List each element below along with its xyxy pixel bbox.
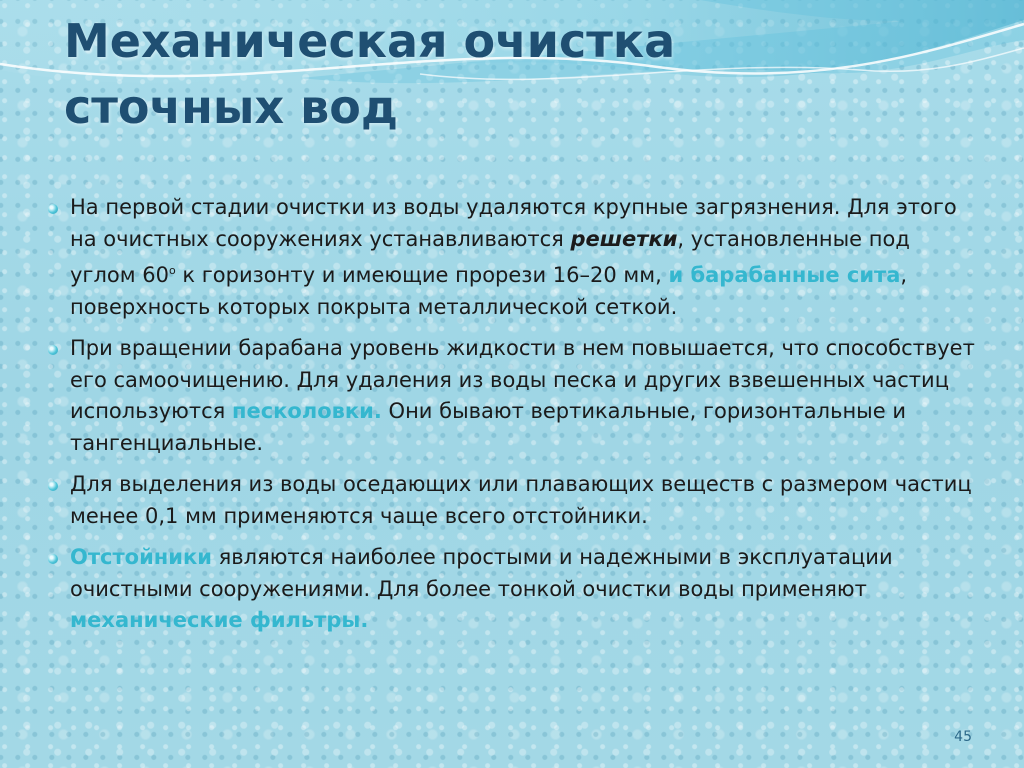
title-line-2: сточных вод — [64, 80, 399, 134]
bullet-list — [46, 192, 976, 637]
bullet-dot-icon — [48, 204, 58, 214]
title-line-1: Механическая очистка — [64, 14, 676, 68]
highlight-settlers: Отстойники — [70, 545, 212, 569]
highlight-mechanical-filters: механические фильтры. — [70, 608, 369, 632]
degree-mark: о — [168, 264, 176, 277]
slide-number: 45 — [954, 729, 972, 745]
bullet-item-3: Для выделения из воды оседающих или плавающих веществ с размером частиц менее 0,1 мм применяются чаще всего отстойники. — [46, 469, 976, 532]
bullet-dot-icon — [48, 345, 58, 355]
bullet-item-2: При вращении барабана уровень жидкости в нем повышается, что способствует его самоочищению. Для удаления из воды песка и других взвешенных частиц используются песколовки. Они бывают вертикальные, горизонтальные и тангенциальные. — [46, 333, 976, 459]
bullet-dot-icon — [48, 481, 58, 491]
highlight-sand-traps: песколовки. — [231, 399, 382, 423]
bullet-item-4: Отстойники являются наиболее простыми и надежными в эксплуатации очистными сооружениями. Для более тонкой очистки воды применяют механические фильтры. — [46, 542, 976, 637]
bullet-dot-icon — [48, 554, 58, 564]
slide-title — [64, 8, 964, 140]
highlight-drum-sieves: и барабанные сита — [668, 263, 901, 287]
emphasis-reshetki: решетки — [570, 226, 678, 251]
bullet-item-1: На первой стадии очистки из воды удаляются крупные загрязнения. Для этого на очистных сооружениях устанавливаются решетки, установленные под углом $60^о$ к горизонту и имеющие прорези 16–20 мм, и барабанные сита, поверхность которых покрыта металлической сеткой. — [46, 192, 976, 323]
